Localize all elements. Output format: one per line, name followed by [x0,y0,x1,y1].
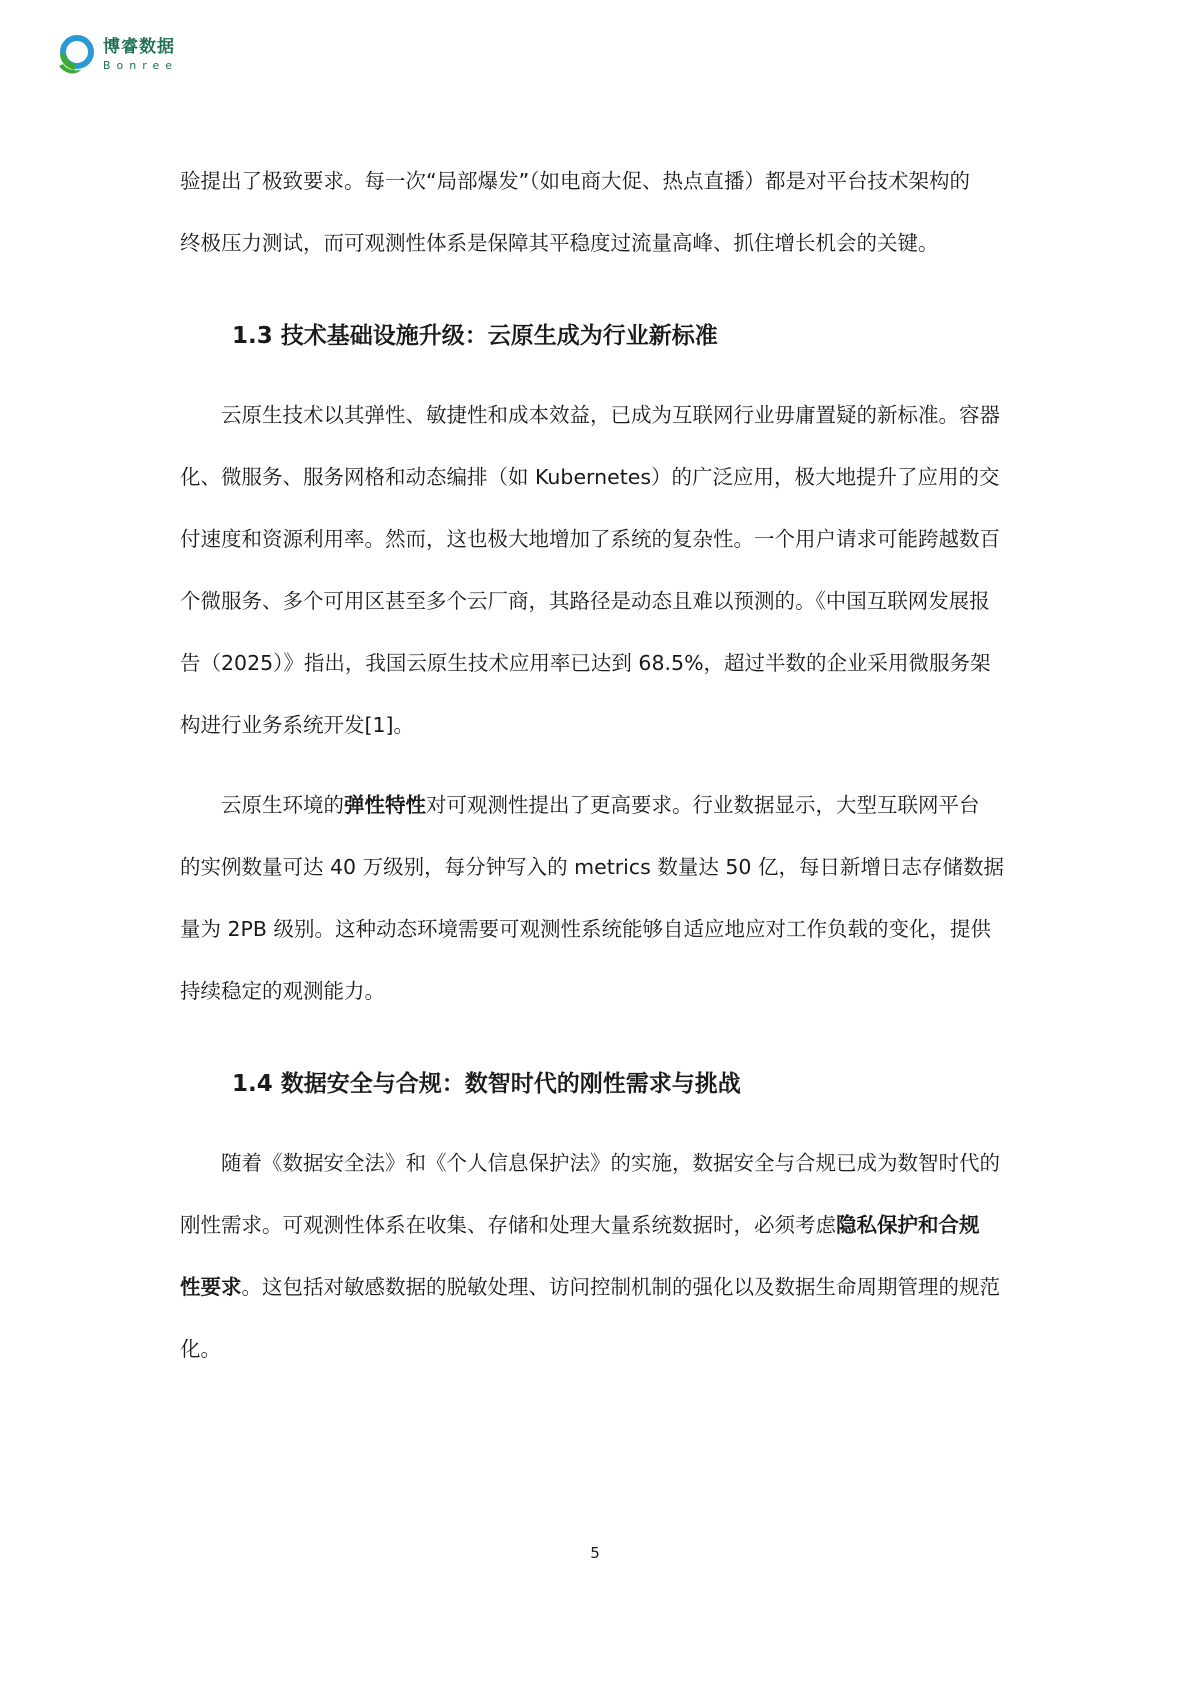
text-run: 云原生环境的 [221,793,344,817]
paragraph-line: 个微服务、多个可用区甚至多个云厂商，其路径是动态且难以预测的。《中国互联网发展报 [180,589,990,613]
paragraph-line: 付速度和资源利用率。然而，这也极大地增加了系统的复杂性。一个用户请求可能跨越数百 [180,527,1000,551]
paragraph-line: 化。 [180,1337,221,1361]
section-heading-1-4: 1.4 数据安全与合规：数智时代的刚性需求与挑战 [232,1071,741,1097]
section-heading-1-3: 1.3 技术基础设施升级：云原生成为行业新标准 [232,323,718,349]
logo-en-text: Bonree [103,59,179,72]
bonree-logo-icon [55,34,95,76]
paragraph-line: 验提出了极致要求。每一次“局部爆发”（如电商大促、热点直播）都是对平台技术架构的 [180,169,970,193]
text-run: 。这包括对敏感数据的脱敏处理、访问控制机制的强化以及数据生命周期管理的规范 [241,1275,1000,1299]
bold-text-run: 隐私保护和合规 [836,1213,980,1237]
paragraph-line: 的实例数量可达 40 万级别，每分钟写入的 metrics 数量达 50 亿，每日新增日志存储数据 [180,855,1004,879]
paragraph-line: 构进行业务系统开发[1]。 [180,713,415,737]
paragraph-line [180,1194,1015,1256]
paragraph-line [180,1256,1015,1318]
paragraph-line: 持续稳定的观测能力。 [180,979,385,1003]
paragraph-line [180,774,1015,836]
bold-text-run: 弹性特性 [344,793,426,817]
paragraph-line: 量为 2PB 级别。这种动态环境需要可观测性系统能够自适应地应对工作负载的变化，提供 [180,917,991,941]
bold-text-run: 性要求 [180,1275,242,1299]
document-body [180,150,1015,1380]
paragraph-line: 化、微服务、服务网格和动态编排（如 Kubernetes）的广泛应用，极大地提升了应用的交 [180,465,1000,489]
paragraph-line: 随着《数据安全法》和《个人信息保护法》的实施，数据安全与合规已成为数智时代的 [221,1151,1000,1175]
brand-logo [55,34,178,76]
page-number: 5 [590,1544,600,1562]
paragraph-line: 告（2025）》指出，我国云原生技术应用率已达到 68.5%，超过半数的企业采用微服务架 [180,651,991,675]
paragraph-line: 云原生技术以其弹性、敏捷性和成本效益，已成为互联网行业毋庸置疑的新标准。容器 [221,403,1000,427]
text-run: 刚性需求。可观测性体系在收集、存储和处理大量系统数据时，必须考虑 [180,1213,836,1237]
text-run: 对可观测性提出了更高要求。行业数据显示，大型互联网平台 [426,793,980,817]
paragraph-line: 终极压力测试，而可观测性体系是保障其平稳度过流量高峰、抓住增长机会的关键。 [180,231,939,255]
logo-cn-text: 博睿数据 [103,37,175,57]
